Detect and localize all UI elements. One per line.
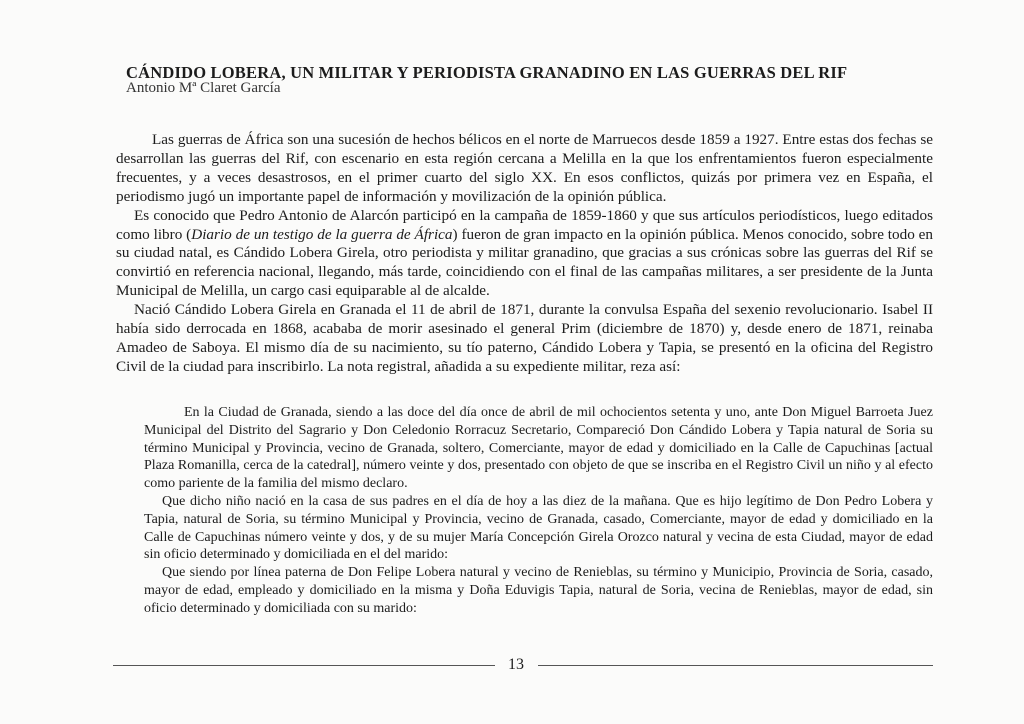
quote-paragraph-1: En la Ciudad de Granada, siendo a las doce del día once de abril de mil ochocientos setenta y uno, ante Don Miguel Barroeta Juez Municipal del Distrito del Sagrario y Don Celedonio Rorracuz Secretario, Compareció Don Cándido Lobera y Tapia natural de Soria su término Municipal y Provincia, vecino de Granada, soltero, Comerciante, mayor de edad y domiciliado en la Calle de Capuchinas [actual Plaza Romanilla, cerca de la catedral], número veinte y dos, presentado con objeto de que se inscriba en el Registro Civil un niño y al efecto como pariente de la familia del mismo declaro. xyxy=(144,405,933,492)
book-title: Diario de un testigo de la guerra de África xyxy=(191,225,453,243)
footer-rule-left xyxy=(113,665,495,666)
article-author: Antonio Mª Claret García xyxy=(126,80,281,96)
paragraph-alarcon-text-b: ) fueron de gran impacto en la opinión pública. Menos conocido, sobre todo en su ciudad natal, es Cándido Lobera Girela, otro periodista y militar granadino, que gracias a sus crónicas sobre las guerras del Rif se convirtió en referencia nacional, llegando, más tarde, coincidiendo con el final de las campañas militares, a ser presidente de la Junta Municipal de Melilla, un cargo casi equiparable al de alcalde. xyxy=(116,225,934,300)
page-number: 13 xyxy=(508,656,524,673)
quote-paragraph-2: Que dicho niño nació en la casa de sus padres en el día de hoy a las diez de la mañana. Que es hijo legítimo de Don Pedro Lobera y Tapia, natural de Soria, su término Municipal y Provincia, vecino de Granada, casado, Comerciante, mayor de edad y domiciliado en la Calle de Capuchinas número veinte y dos, y de su mujer María Concepción Girela Orozco natural y vecina de esta Ciudad, mayor de edad sin oficio determinado y domiciliada en el del marido: xyxy=(144,493,933,563)
article-title: CÁNDIDO LOBERA, UN MILITAR Y PERIODISTA GRANADINO EN LAS GUERRAS DEL RIF xyxy=(126,63,848,82)
quote-paragraph-3: Que siendo por línea paterna de Don Felipe Lobera natural y vecino de Renieblas, su término y Municipio, Provincia de Soria, casado, mayor de edad, empleado y domiciliado en la misma y Doña Eduvigis Tapia, natural de Soria, vecina de Renieblas, mayor de edad, sin oficio determinado y domiciliada con su marido: xyxy=(144,565,933,616)
footer-rule-right xyxy=(538,665,933,666)
paragraph-birth: Nació Cándido Lobera Girela en Granada el 11 de abril de 1871, durante la convulsa España del sexenio revolucionario. Isabel II había sido derrocada en 1868, acababa de morir asesinado el general Prim (diciembre de 1870) y, desde enero de 1871, reinaba Amadeo de Saboya. El mismo día de su nacimiento, su tío paterno, Cándido Lobera y Tapia, se presentó en la oficina del Registro Civil de la ciudad para inscribirlo. La nota registral, añadida a su expediente militar, reza así: xyxy=(116,301,933,375)
registry-quote xyxy=(144,404,933,618)
paragraph-intro: Las guerras de África son una sucesión de hechos bélicos en el norte de Marruecos desde 1859 a 1927. Entre estas dos fechas se desarrollan las guerras del Rif, con escenario en esta región cercana a Melilla en la que los enfrentamientos fueron especialmente frecuentes, y a veces desastrosos, en el primer cuarto del siglo XX. En esos conflictos, quizás por primera vez en España, el periodismo jugó un importante papel de información y movilización de la opinión pública. xyxy=(116,131,933,205)
article-body xyxy=(116,131,933,377)
paragraph-alarcon-text-a: Es conocido que Pedro Antonio de Alarcón participó en la campaña de 1859-1860 y que sus artículos periodísticos, luego editados como libro ( xyxy=(116,206,933,243)
paragraph-alarcon xyxy=(116,207,933,302)
